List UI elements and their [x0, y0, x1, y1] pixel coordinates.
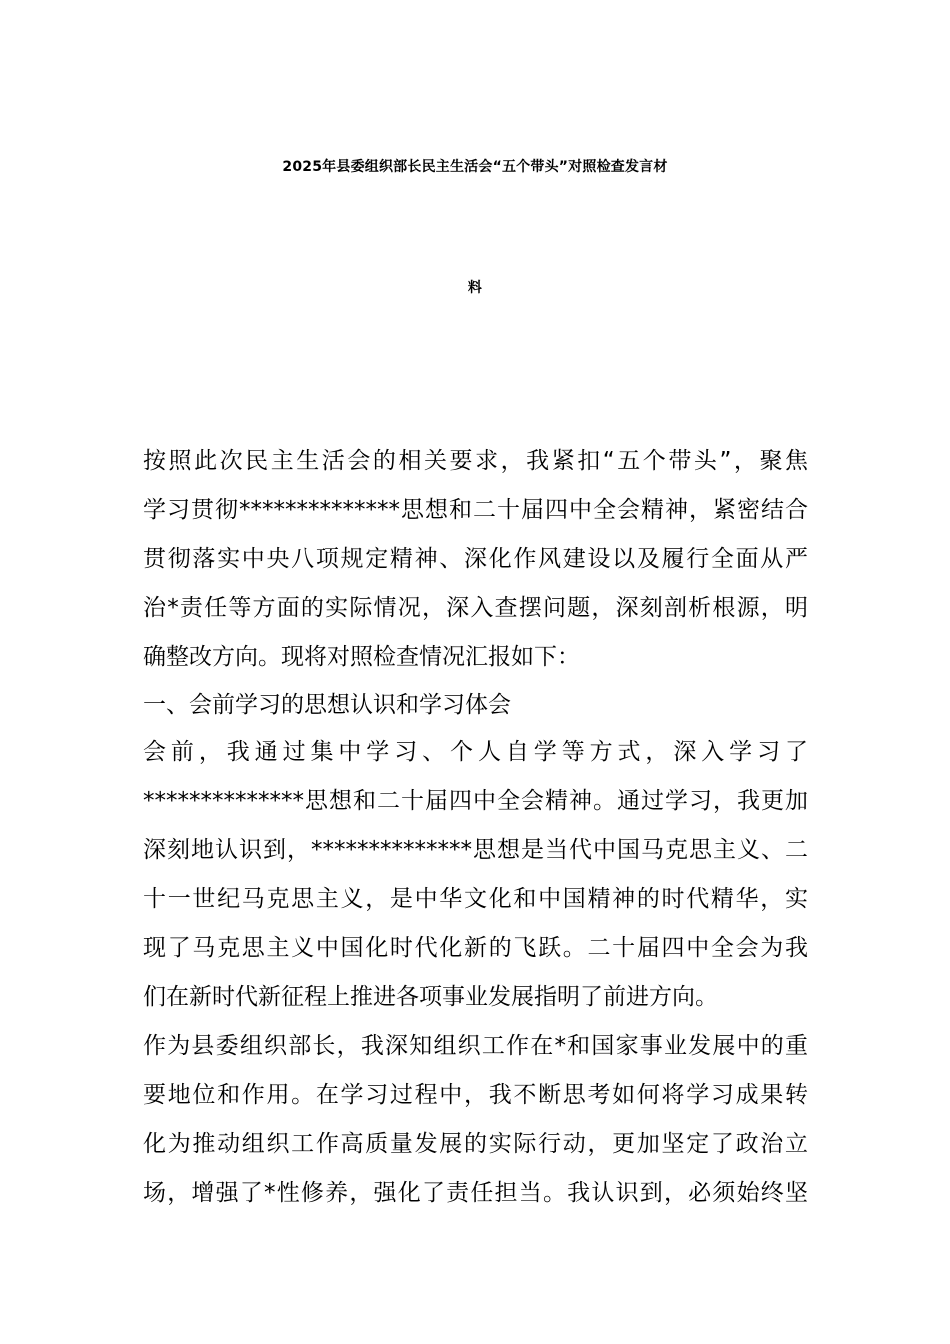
body-line: 会前，我通过集中学习、个人自学等方式，深入学习了 [143, 739, 808, 765]
body-line: 按照此次民主生活会的相关要求，我紧扣“五个带头”，聚焦 [143, 448, 808, 474]
body-line: 们在新时代新征程上推进各项事业发展指明了前进方向。 [143, 984, 718, 1010]
body-line: 确整改方向。现将对照检查情况汇报如下： [143, 644, 580, 670]
document-title-line-2: 料 [467, 280, 483, 296]
body-line: 作为县委组织部长，我深知组织工作在*和国家事业发展中的重 [143, 1033, 808, 1059]
body-line: 十一世纪马克思主义，是中华文化和中国精神的时代精华，实 [143, 886, 808, 912]
body-line: 化为推动组织工作高质量发展的实际行动，更加坚定了政治立 [143, 1131, 808, 1157]
body-line: 贯彻落实中央八项规定精神、深化作风建设以及履行全面从严 [143, 546, 808, 572]
body-line: 深刻地认识到，**************思想是当代中国马克思主义、二 [143, 837, 808, 863]
body-line: 学习贯彻**************思想和二十届四中全会精神，紧密结合 [143, 497, 808, 523]
document-title-line-1: 2025年县委组织部长民主生活会“五个带头”对照检查发言材 [282, 159, 668, 175]
body-line: **************思想和二十届四中全会精神。通过学习，我更加 [143, 788, 808, 814]
body-line: 治*责任等方面的实际情况，深入查摆问题，深刻剖析根源，明 [143, 595, 808, 621]
body-line: 场，增强了*性修养，强化了责任担当。我认识到，必须始终坚 [143, 1180, 808, 1206]
body-line: 现了马克思主义中国化时代化新的飞跃。二十届四中全会为我 [143, 935, 808, 961]
document-body [143, 437, 808, 1218]
body-line: 要地位和作用。在学习过程中，我不断思考如何将学习成果转 [143, 1082, 808, 1108]
section-heading: 一、会前学习的思想认识和学习体会 [143, 692, 511, 718]
